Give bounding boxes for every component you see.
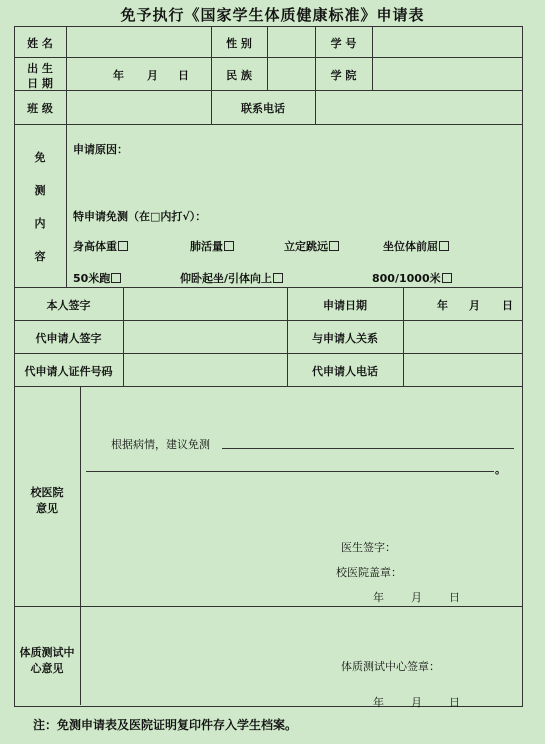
test-center-year-unit: 年 xyxy=(373,696,384,709)
exemption-side-char: 内 xyxy=(34,217,46,230)
student-no-label: 学 号 xyxy=(330,37,357,50)
col-divider xyxy=(372,26,373,91)
col-divider xyxy=(66,26,67,124)
birth-day-unit: 日 xyxy=(178,69,189,82)
checkbox-item[interactable] xyxy=(73,270,121,286)
row-divider xyxy=(14,353,523,354)
col-divider xyxy=(403,287,404,386)
exemption-instruction: 特申请免测（在□内打√）： xyxy=(73,210,207,223)
class-label: 班 级 xyxy=(27,102,53,115)
apply-day-unit: 日 xyxy=(502,299,513,312)
hospital-stamp-label: 校医院盖章： xyxy=(336,566,402,579)
checkbox-item-label: 坐位体前屈 xyxy=(383,240,438,253)
test-center-stamp-label: 体质测试中心签章： xyxy=(341,660,440,673)
self-sign-label: 本人签字 xyxy=(46,299,91,312)
hospital-suggestion: 根据病情，建议免测 xyxy=(111,438,210,451)
checkbox-icon[interactable] xyxy=(273,273,283,283)
phone-label: 联系电话 xyxy=(241,102,285,115)
checkbox-item-label: 身高体重 xyxy=(73,240,117,253)
proxy-sign-label: 代申请人签字 xyxy=(35,332,102,345)
birth-label-line1: 出 生 xyxy=(27,62,53,75)
hospital-label-line1: 校医院 xyxy=(30,486,64,499)
checkbox-item-label: 立定跳远 xyxy=(284,240,328,253)
checkbox-item-label: 800/1000米 xyxy=(372,272,441,285)
col-divider xyxy=(66,124,67,287)
birth-month-unit: 月 xyxy=(147,69,158,82)
proxy-phone-label: 代申请人电话 xyxy=(312,365,378,378)
apply-month-unit: 月 xyxy=(469,299,480,312)
exemption-side-char: 容 xyxy=(34,250,46,263)
row-divider xyxy=(14,386,523,387)
hospital-day-unit: 日 xyxy=(449,591,460,604)
checkbox-icon[interactable] xyxy=(442,273,452,283)
birth-year-unit: 年 xyxy=(113,69,124,82)
test-center-label-line1: 体质测试中 xyxy=(19,646,75,659)
row-divider xyxy=(14,90,523,91)
ethnicity-label: 民 族 xyxy=(226,69,252,82)
checkbox-icon[interactable] xyxy=(118,241,128,251)
hospital-label-line2: 意见 xyxy=(36,502,58,515)
checkbox-icon[interactable] xyxy=(224,241,234,251)
suggestion-blank-line[interactable] xyxy=(86,471,494,472)
relation-label: 与申请人关系 xyxy=(312,332,378,345)
col-divider xyxy=(123,287,124,386)
col-divider xyxy=(267,26,268,91)
suggestion-period: 。 xyxy=(495,463,506,476)
checkbox-item[interactable] xyxy=(73,238,128,254)
test-center-day-unit: 日 xyxy=(449,696,460,709)
footnote: 注：免测申请表及医院证明复印件存入学生档案。 xyxy=(33,718,298,732)
row-divider xyxy=(14,606,523,607)
row-divider xyxy=(14,320,523,321)
test-center-label-line2: 心意见 xyxy=(30,662,64,675)
college-label: 学 院 xyxy=(330,69,357,82)
row-divider xyxy=(14,287,523,288)
checkbox-item[interactable] xyxy=(372,270,452,286)
checkbox-item[interactable] xyxy=(180,270,283,286)
apply-date-label: 申请日期 xyxy=(323,299,367,312)
gender-label: 性 别 xyxy=(226,37,252,50)
checkbox-item[interactable] xyxy=(383,238,449,254)
proxy-id-label: 代申请人证件号码 xyxy=(24,365,113,378)
hospital-year-unit: 年 xyxy=(373,591,384,604)
birth-label-line2: 日 期 xyxy=(27,77,53,90)
form-title: 免予执行《国家学生体质健康标准》申请表 xyxy=(120,6,425,24)
name-label: 姓 名 xyxy=(27,37,53,50)
checkbox-item-label: 仰卧起坐/引体向上 xyxy=(180,272,273,285)
test-center-month-unit: 月 xyxy=(411,696,422,709)
exemption-side-char: 测 xyxy=(34,184,46,197)
checkbox-item-label: 50米跑 xyxy=(73,272,111,285)
row-divider xyxy=(14,124,523,125)
exemption-side-char: 免 xyxy=(34,151,46,164)
checkbox-icon[interactable] xyxy=(439,241,449,251)
suggestion-blank-line[interactable] xyxy=(222,448,514,449)
checkbox-icon[interactable] xyxy=(329,241,339,251)
reason-label: 申请原因： xyxy=(73,143,128,156)
row-divider xyxy=(14,57,523,58)
apply-year-unit: 年 xyxy=(437,299,448,312)
col-divider xyxy=(80,386,81,705)
hospital-month-unit: 月 xyxy=(411,591,422,604)
checkbox-item-label: 肺活量 xyxy=(190,240,223,253)
checkbox-item[interactable] xyxy=(284,238,339,254)
doctor-sign-label: 医生签字： xyxy=(341,541,396,554)
checkbox-item[interactable] xyxy=(190,238,234,254)
checkbox-icon[interactable] xyxy=(111,273,121,283)
